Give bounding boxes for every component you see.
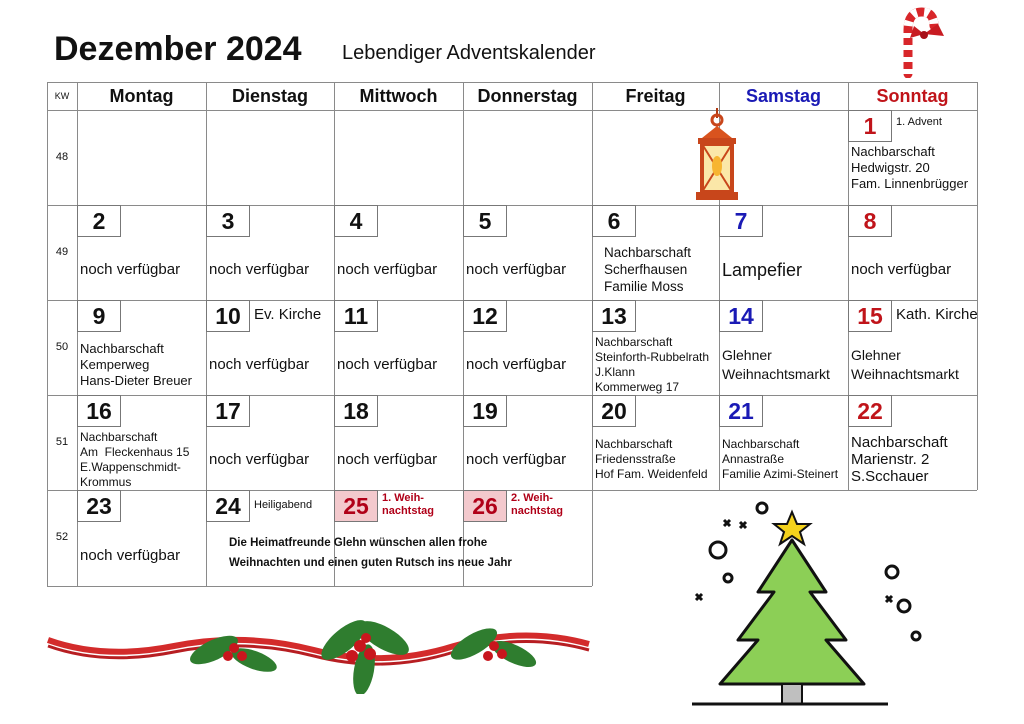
- day-number: 18: [334, 395, 378, 427]
- grid-line: [848, 82, 849, 490]
- day-tag: Kath. Kirche: [896, 306, 978, 323]
- page-title: Dezember 2024: [54, 30, 302, 68]
- kw-number: 52: [55, 531, 69, 543]
- day-entry: Nachbarschaft Annastraße Familie Azimi-Steinert: [722, 437, 839, 481]
- grid-line: [47, 586, 592, 587]
- day-entry: noch verfügbar: [337, 261, 438, 278]
- kw-number: 49: [55, 245, 69, 258]
- grid-line: [47, 205, 977, 206]
- day-entry: Nachbarschaft Marienstr. 2 S.Scchauer: [851, 434, 948, 485]
- day-number: 20: [592, 395, 636, 427]
- day-entry: Nachbarschaft Hedwigstr. 20 Fam. Linnenbrügger: [851, 144, 969, 191]
- day-tag: 1. Weih- nachtstag: [382, 492, 434, 517]
- lantern-icon: [688, 106, 746, 204]
- day-entry: noch verfügbar: [80, 546, 181, 564]
- day-number: 23: [77, 490, 121, 522]
- day-number: 4: [334, 205, 378, 237]
- day-number: 3: [206, 205, 250, 237]
- day-number: 12: [463, 300, 507, 332]
- weekday-header: Donnerstag: [477, 86, 578, 106]
- kw-number: 50: [55, 340, 69, 353]
- day-number: 6: [592, 205, 636, 237]
- candy-cane-icon: [888, 4, 950, 78]
- day-number: 15: [848, 300, 892, 332]
- christmas-tree-icon: [688, 500, 988, 710]
- day-entry: noch verfügbar: [466, 261, 567, 278]
- grid-line: [47, 300, 977, 301]
- day-tag: 1. Advent: [896, 116, 942, 128]
- day-entry: noch verfügbar: [80, 261, 181, 278]
- day-number: 17: [206, 395, 250, 427]
- day-entry: noch verfügbar: [466, 356, 567, 373]
- day-number: 8: [848, 205, 892, 237]
- day-tag: Heiligabend: [254, 499, 313, 511]
- kw-number: 48: [55, 150, 69, 163]
- day-entry: noch verfügbar: [466, 451, 567, 468]
- day-entry: Glehner Weihnachtsmarkt: [851, 346, 959, 382]
- day-number: 21: [719, 395, 763, 427]
- weekday-header: Montag: [109, 86, 174, 106]
- day-number: 26: [463, 490, 507, 522]
- day-entry: noch verfügbar: [209, 451, 310, 468]
- day-entry: noch verfügbar: [851, 261, 952, 278]
- holly-garland-icon: [44, 610, 594, 694]
- day-entry: Nachbarschaft Am Fleckenhaus 15 E.Wappenschmidt- Krommus: [80, 429, 190, 489]
- day-number: 9: [77, 300, 121, 332]
- day-entry: Lampefier: [722, 259, 803, 280]
- day-number: 1: [848, 110, 892, 142]
- day-number: 14: [719, 300, 763, 332]
- kw-number: 51: [55, 435, 69, 448]
- grid-line: [47, 395, 977, 396]
- day-number: 10: [206, 300, 250, 332]
- grid-line: [592, 82, 593, 586]
- grid-line: [977, 82, 978, 490]
- day-entry: Nachbarschaft Kemperweg Hans-Dieter Breuer: [80, 340, 192, 388]
- day-number: 24: [206, 490, 250, 522]
- weekday-header: Mittwoch: [359, 86, 438, 106]
- day-number: 13: [592, 300, 636, 332]
- day-entry: noch verfügbar: [337, 356, 438, 373]
- day-entry: Nachbarschaft Friedensstraße Hof Fam. Weidenfeld: [595, 437, 708, 481]
- day-number: 16: [77, 395, 121, 427]
- grid-line: [47, 110, 977, 111]
- day-entry: noch verfügbar: [337, 451, 438, 468]
- day-entry: Nachbarschaft Scherfhausen Familie Moss: [604, 245, 692, 294]
- day-number: 11: [334, 300, 378, 332]
- day-number: 22: [848, 395, 892, 427]
- day-tag: 2. Weih- nachtstag: [511, 492, 563, 517]
- day-number: 25: [334, 490, 378, 522]
- weekday-header: Freitag: [625, 86, 686, 106]
- day-number: 7: [719, 205, 763, 237]
- day-entry: noch verfügbar: [209, 356, 310, 373]
- kw-header: KW: [54, 91, 70, 101]
- grid-line: [47, 490, 977, 491]
- day-tag: Ev. Kirche: [254, 306, 322, 323]
- day-entry: Glehner Weihnachtsmarkt: [722, 346, 830, 382]
- day-number: 5: [463, 205, 507, 237]
- weekday-header: Sonntag: [876, 86, 949, 106]
- greeting-text: Die Heimatfreunde Glehn wünschen allen frohe Weihnachten und einen guten Rutsch ins neue Jahr: [229, 537, 512, 569]
- day-number: 19: [463, 395, 507, 427]
- day-entry: Nachbarschaft Steinforth-Rubbelrath J.Klann Kommerweg 17: [595, 334, 710, 394]
- day-number: 2: [77, 205, 121, 237]
- weekday-header: Dienstag: [231, 86, 309, 106]
- day-entry: noch verfügbar: [209, 261, 310, 278]
- weekday-header: Samstag: [745, 86, 822, 106]
- page-subtitle: Lebendiger Adventskalender: [342, 42, 596, 64]
